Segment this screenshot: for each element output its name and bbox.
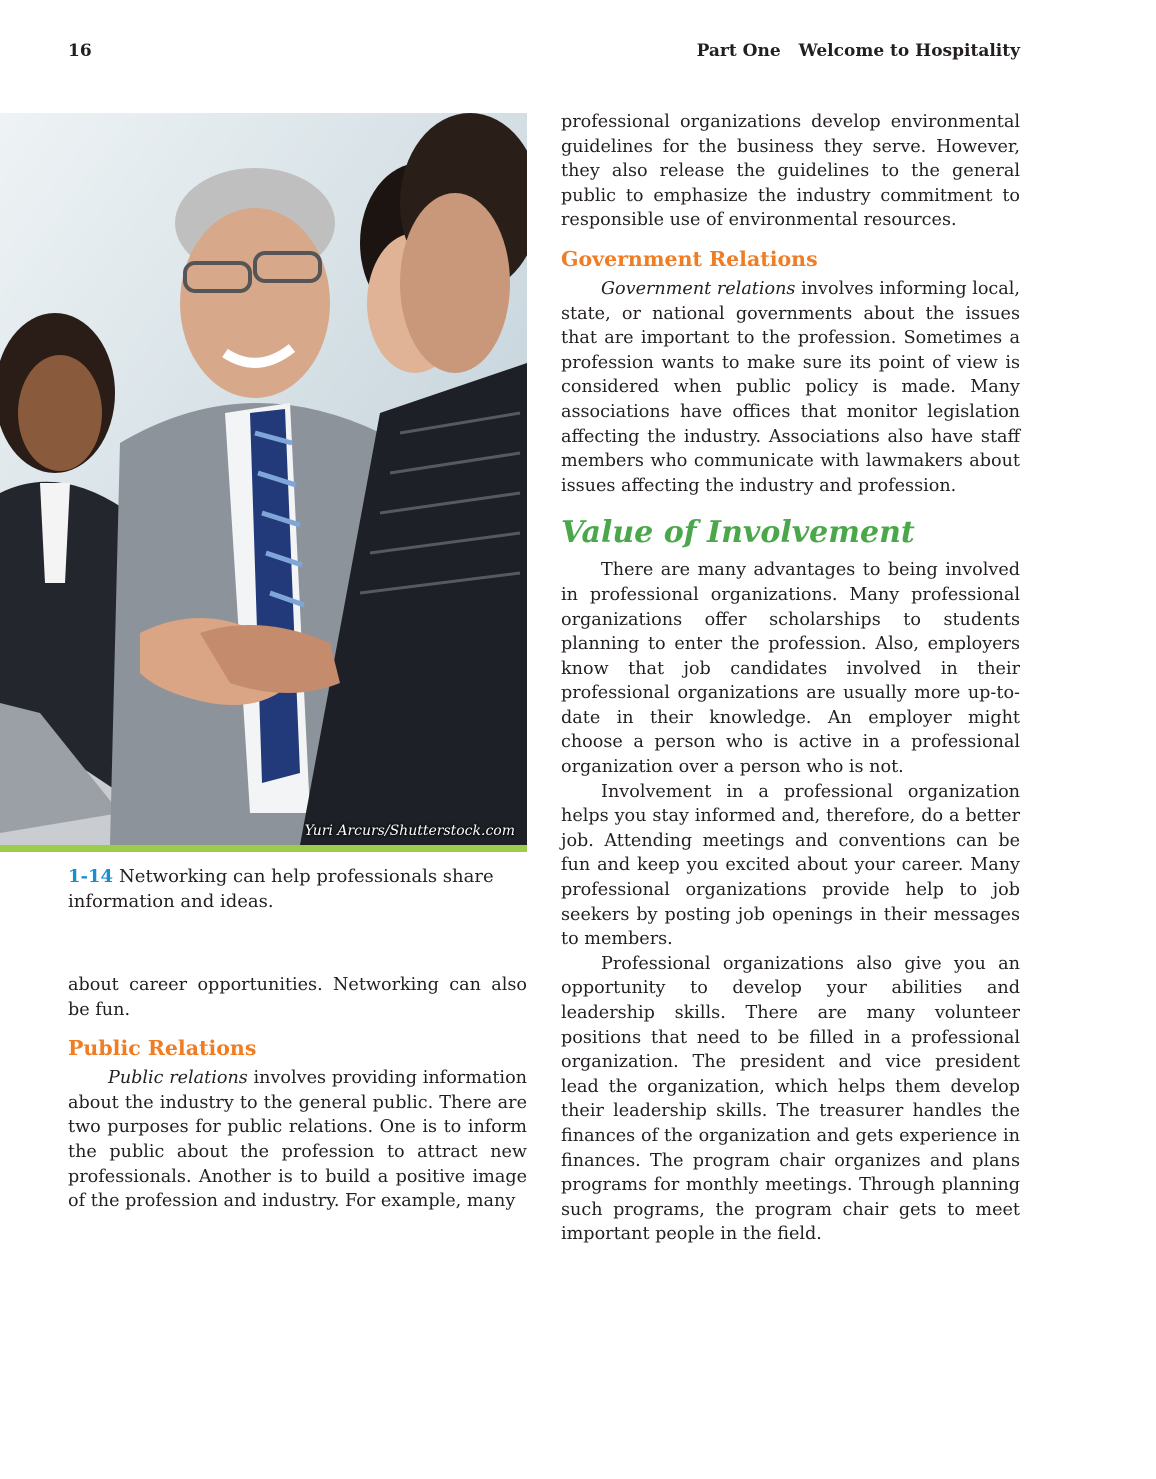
running-header: [697, 41, 1020, 61]
public-relations-body: involves providing information about the industry to the general public. There are two purposes for public relations. One is to inform the public about the profession to attract new professionals. Another is to build a positive image of the profession and industry. For example, many: [68, 1068, 527, 1212]
value-paragraph-1: There are many advantages to being involved in professional organizations. Many professional organizations offer scholarships to students planning to enter the profession. Also, employers know that job candidates involved in their professional organizations are usually more up-to-date in their knowledge. An employer might choose a person who is active in a professional organization over a person who is not.: [561, 560, 1020, 778]
public-relations-heading: Public Relations: [68, 1036, 257, 1061]
page-number: 16: [68, 41, 92, 61]
government-relations-paragraph: [561, 277, 1020, 498]
business-handshake-illustration: [0, 113, 527, 845]
figure-number: 1-14: [68, 866, 114, 887]
government-relations-term: Government relations: [601, 278, 796, 299]
government-relations-body: involves informing local, state, or national governments about the issues that are important to the profession. Sometimes a profession wants to make sure its point of view is considered when public policy is made. Many associations have offices that monitor legislation affecting the industry. Associations also have staff members who communicate with lawmakers about issues affecting the industry and profession.: [561, 278, 1020, 496]
right-column: [561, 110, 1020, 1247]
photo-credit: Yuri Arcurs/Shutterstock.com: [304, 823, 515, 839]
figure-rule: [0, 845, 527, 852]
left-column: [68, 973, 527, 1214]
paragraph-continued: about career opportunities. Networking can also be fun.: [68, 975, 527, 1020]
figure-caption: [68, 864, 508, 914]
paragraph-continued-right: professional organizations develop environmental guidelines for the business they serve. However, they also release the guidelines to the general public to emphasize the industry commitment to responsible use of environmental resources.: [561, 112, 1020, 231]
value-paragraph-2: Involvement in a professional organization helps you stay informed and, therefore, do a better job. Attending meetings and conventions can be fun and keep you excited about your career. Many professional organizations provide help to job seekers by posting job openings in their messages to members.: [561, 781, 1020, 950]
running-header-title: Welcome to Hospitality: [798, 41, 1020, 61]
value-of-involvement-heading: Value of Involvement: [561, 515, 915, 551]
figure-photo: [0, 113, 527, 845]
running-header-part: Part One: [696, 41, 781, 61]
value-paragraph-3: Professional organizations also give you an opportunity to develop your abilities and leadership skills. There are many volunteer positions that need to be filled in a professional organization. The president and vice president lead the organization, which helps them develop their leadership skills. The treasurer handles the finances of the organization and gets experience in finances. The program chair organizes and plans programs for monthly meetings. Through planning such programs, the program chair gets to meet important people in the field.: [561, 953, 1020, 1245]
public-relations-term: Public relations: [108, 1068, 248, 1089]
public-relations-paragraph: [68, 1066, 527, 1214]
government-relations-heading: Government Relations: [561, 246, 818, 271]
figure-caption-text: Networking can help professionals share information and ideas.: [68, 866, 494, 912]
